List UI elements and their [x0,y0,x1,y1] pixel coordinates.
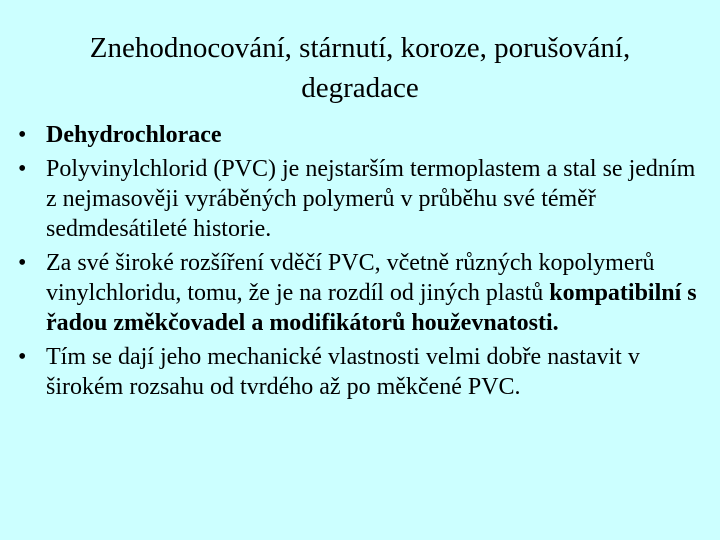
bullet-item-pvc-history [18,154,708,244]
bullet-list [18,120,708,406]
bullet-text: Dehydrochlorace [46,122,222,148]
bullet-item-mechanical-properties [18,342,708,402]
bullet-text: Tím se dají jeho mechanické vlastnosti velmi dobře nastavit v širokém rozsahu od tvrdého až po měkčené PVC. [46,344,640,400]
slide-title-line-1: Znehodnocování, stárnutí, koroze, porušování, [89,32,631,64]
bullet-icon: • [18,156,27,182]
bullet-text-emphasis: kompatibilní s řadou změkčovadel a modifikátorů houževnatosti. [46,280,697,336]
bullet-icon: • [18,344,27,370]
slide-title-line-2: degradace [301,72,419,104]
bullet-item-dehydrochlorace [18,120,708,150]
slide-title [40,28,680,108]
bullet-text: Za své široké rozšíření vděčí PVC, včetně různých kopolymerů vinylchloridu, tomu, že je na rozdíl od jiných plastů [46,250,655,306]
bullet-icon: • [18,250,27,276]
bullet-item-pvc-compatibility [18,248,708,338]
bullet-icon: • [18,122,27,148]
bullet-text: Polyvinylchlorid (PVC) je nejstarším termoplastem a stal se jedním z nejmasověji vyráběných polymerů v průběhu své téměř sedmdesátileté historie. [46,156,696,242]
